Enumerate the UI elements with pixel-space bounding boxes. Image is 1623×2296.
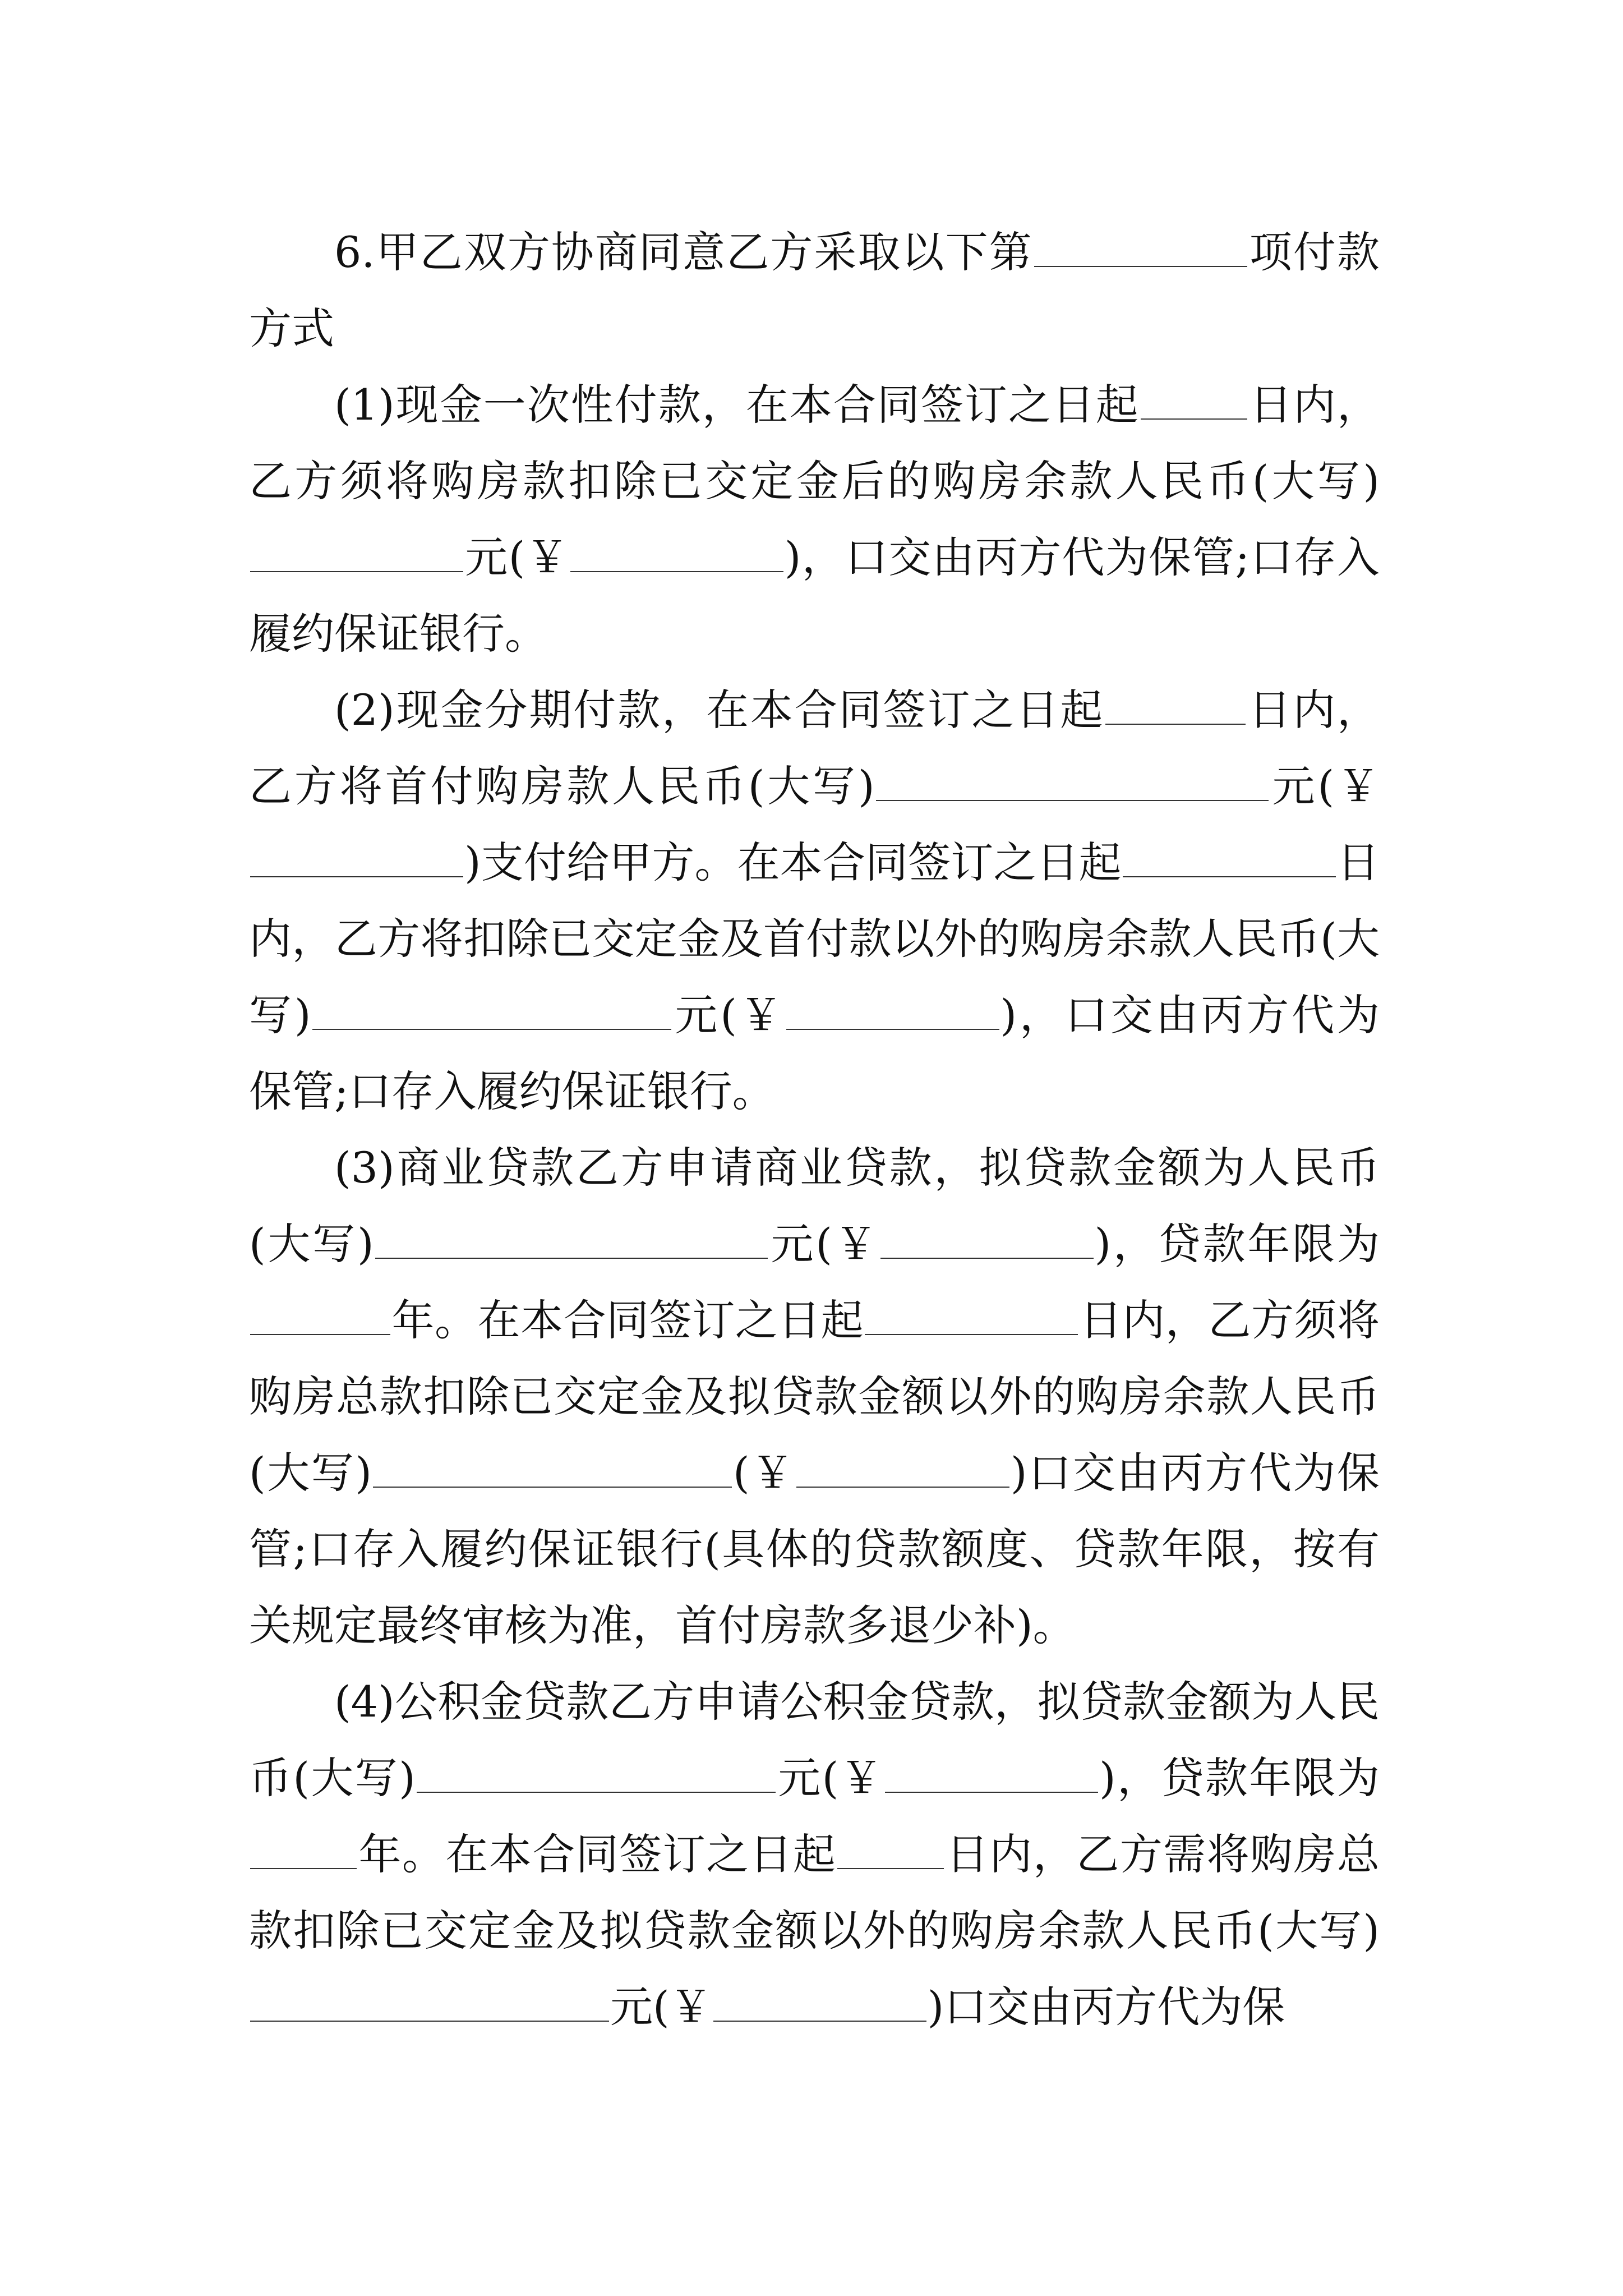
clause-text: (3)商业贷款乙方申请商业贷款，拟贷款金额为人民币(大写) <box>249 1143 1380 1269</box>
clause-text: 元(￥ <box>776 1753 884 1803</box>
clause-text: )，口交由丙方代为保管;口存入履约保证银行。 <box>249 990 1380 1116</box>
clause-text: 年。在本合同签订之日起 <box>358 1829 837 1879</box>
clause-text: 6.甲乙双方协商同意乙方采取以下第 <box>334 227 1033 277</box>
blank-line <box>876 763 1269 801</box>
blank-line <box>713 1984 926 2022</box>
blank-line <box>373 1450 732 1488</box>
blank-line <box>1105 687 1246 725</box>
clause-text: (2)现金分期付款，在本合同签订之日起 <box>334 685 1105 735</box>
blank-line <box>375 1221 768 1259</box>
blank-line <box>796 1450 1009 1488</box>
blank-line <box>417 1755 776 1793</box>
blank-line <box>1141 381 1247 420</box>
clause-text: (4)公积金贷款乙方申请公积金贷款，拟贷款金额为人民币(大写) <box>249 1677 1380 1803</box>
cash-installment-clause <box>249 672 1380 1130</box>
clause-text: 日内，乙方需将购房总款扣除已交定金及拟贷款金额以外的购房余款人民币(大写) <box>249 1829 1380 1955</box>
blank-line <box>1123 839 1336 877</box>
blank-line <box>250 1831 357 1869</box>
clause-text: 元(￥ <box>464 532 569 582</box>
blank-line <box>250 1984 609 2022</box>
clause-text: 日内，乙方将扣除已交定金及首付款以外的购房余款人民币(大写) <box>249 838 1380 1040</box>
clause-text: )，贷款年限为 <box>1094 1219 1380 1269</box>
clause-text: 项付款方式 <box>249 227 1380 353</box>
blank-line <box>880 1221 1094 1259</box>
blank-line <box>865 1297 1078 1335</box>
clause-text: 日内，乙方须将购房总款扣除已交定金及拟贷款金额以外的购房余款人民币(大写) <box>249 1295 1380 1498</box>
clause-text: 年。在本合同签订之日起 <box>391 1295 864 1345</box>
blank-line <box>250 534 463 572</box>
blank-line <box>837 1831 944 1869</box>
clause-text: 元(￥ <box>610 1982 712 2032</box>
clause-text: (￥ <box>733 1448 795 1498</box>
blank-line <box>312 992 671 1030</box>
clause-text: )，口交由丙方代为保管;口存入履约保证银行。 <box>249 532 1380 659</box>
provident-fund-loan-clause <box>249 1664 1380 2045</box>
blank-line <box>885 1755 1098 1793</box>
cash-full-payment-clause <box>249 367 1380 672</box>
blank-line <box>1034 229 1247 267</box>
blank-line <box>250 1297 390 1335</box>
clause-text: 元(￥ <box>672 990 785 1040</box>
payment-method-clause <box>249 214 1380 367</box>
clause-text: )口交由丙方代为保管;口存入履约保证银行(具体的贷款额度、贷款年限，按有关规定最终审核为准，首付房款多退少补)。 <box>249 1448 1380 1650</box>
clause-text: )支付给甲方。在本合同签订之日起 <box>464 838 1122 887</box>
clause-text: 日内，乙方将首付购房款人民币(大写) <box>249 685 1380 811</box>
clause-text: )，贷款年限为 <box>1099 1753 1380 1803</box>
contract-body <box>249 214 1380 2045</box>
clause-text: (1)现金一次性付款，在本合同签订之日起 <box>334 380 1140 430</box>
clause-text: 元(￥ <box>1269 761 1380 811</box>
commercial-loan-clause <box>249 1130 1380 1664</box>
blank-line <box>786 992 999 1030</box>
clause-text: 元(￥ <box>768 1219 879 1269</box>
blank-line <box>570 534 783 572</box>
clause-text: )口交由丙方代为保 <box>927 1982 1285 2032</box>
clause-text: 日内，乙方须将购房款扣除已交定金后的购房余款人民币(大写) <box>249 380 1380 506</box>
blank-line <box>250 839 463 877</box>
